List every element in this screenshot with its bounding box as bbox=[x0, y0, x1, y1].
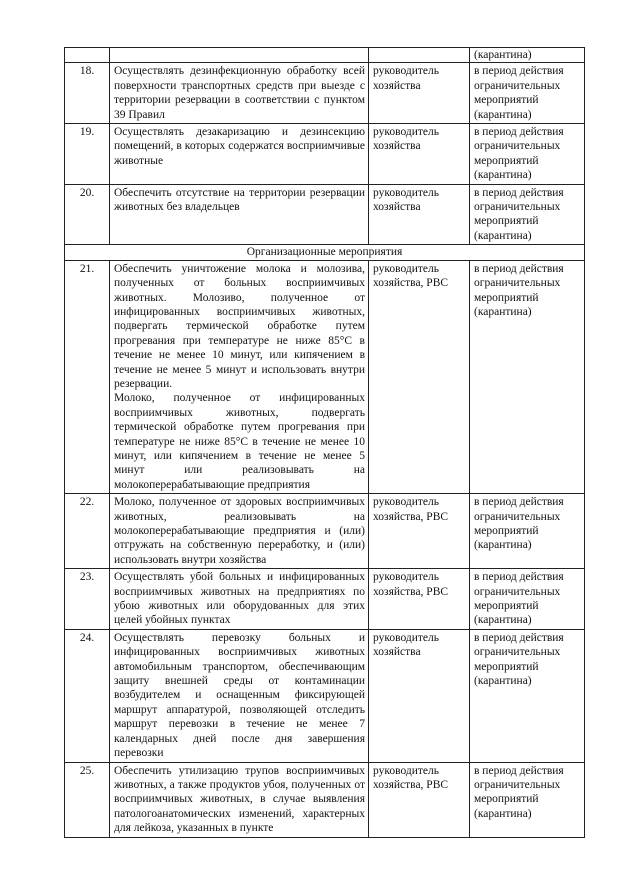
row-action-paragraph: Обеспечить уничтожение молока и молозива, полученных от больных восприимчивых животных. Молозиво, полученное от инфицированных восприимчивых животных, подвергать термической обработке путем прогревания при температуре не ниже 85°С в течение не менее 10 минут, или кипячением в течение не менее 5 минут и использовать внутри резервации. bbox=[114, 262, 365, 390]
row-action-paragraph: Молоко, полученное от инфицированных восприимчивых животных, подвергать термической обработке путем прогревания при температуре не ниже 85°С в течение не менее 10 минут, или кипячением в течение не менее 5 минут или реализовывать на молокоперерабатывающие предприятия bbox=[114, 392, 365, 491]
row-period: в период действия ограничительных мероприятий (карантина) bbox=[470, 260, 585, 494]
row-number bbox=[65, 48, 110, 63]
table-row bbox=[65, 762, 585, 837]
row-number: 20. bbox=[65, 184, 110, 245]
row-number: 19. bbox=[65, 124, 110, 185]
row-number: 24. bbox=[65, 629, 110, 762]
row-action: Осуществлять убой больных и инфицированных восприимчивых животных на предприятиях по убою животных или оборудованных для этих целей убойных пунктах bbox=[110, 569, 369, 630]
row-responsible: руководитель хозяйства, РВС bbox=[369, 569, 470, 630]
table-row bbox=[65, 184, 585, 245]
row-action: Обеспечить отсутствие на территории резервации животных без владельцев bbox=[110, 184, 369, 245]
row-action: Осуществлять перевозку больных и инфицированных восприимчивых животных автомобильным транспортом, обеспечивающим защиту внешней среды от контаминации возбудителем и оснащенным фиксирующей маршрут аппаратурой, позволяющей отследить маршрут перевозки в течение не менее 7 календарных дней после дня завершения перевозки bbox=[110, 629, 369, 762]
row-number: 25. bbox=[65, 762, 110, 837]
row-period: в период действия ограничительных мероприятий (карантина) bbox=[470, 629, 585, 762]
row-action: Осуществлять дезинфекционную обработку всей поверхности транспортных средств при выезде с территории резервации в соответствии с пунктом 39 Правил bbox=[110, 63, 369, 124]
row-number: 22. bbox=[65, 494, 110, 569]
row-period: в период действия ограничительных мероприятий (карантина) bbox=[470, 63, 585, 124]
row-period: в период действия ограничительных мероприятий (карантина) bbox=[470, 569, 585, 630]
row-period: (карантина) bbox=[470, 48, 585, 63]
row-responsible bbox=[369, 48, 470, 63]
row-responsible: руководитель хозяйства bbox=[369, 184, 470, 245]
table-row bbox=[65, 260, 585, 494]
table-row bbox=[65, 63, 585, 124]
row-period: в период действия ограничительных мероприятий (карантина) bbox=[470, 124, 585, 185]
row-period: в период действия ограничительных мероприятий (карантина) bbox=[470, 494, 585, 569]
row-action bbox=[110, 48, 369, 63]
measures-table bbox=[64, 47, 585, 838]
row-period: в период действия ограничительных мероприятий (карантина) bbox=[470, 184, 585, 245]
section-header: Организационные мероприятия bbox=[65, 245, 585, 260]
row-action: Осуществлять дезакаризацию и дезинсекцию помещений, в которых содержатся восприимчивые животные bbox=[110, 124, 369, 185]
row-action: Обеспечить утилизацию трупов восприимчивых животных, а также продуктов убоя, полученных от восприимчивых животных, в случае выявления патологоанатомических изменений, характерных для лейкоза, указанных в пункте bbox=[110, 762, 369, 837]
table-row bbox=[65, 494, 585, 569]
table-row bbox=[65, 629, 585, 762]
table-row bbox=[65, 48, 585, 63]
table-row bbox=[65, 569, 585, 630]
row-number: 21. bbox=[65, 260, 110, 494]
row-action: Молоко, полученное от здоровых восприимчивых животных, реализовывать на молокоперерабатывающие предприятия и (или) отгружать на собственную переработку, и (или) использовать внутри хозяйства bbox=[110, 494, 369, 569]
table-row bbox=[65, 124, 585, 185]
row-responsible: руководитель хозяйства bbox=[369, 629, 470, 762]
row-responsible: руководитель хозяйства bbox=[369, 124, 470, 185]
row-number: 23. bbox=[65, 569, 110, 630]
section-header-row bbox=[65, 245, 585, 260]
row-responsible: руководитель хозяйства, РВС bbox=[369, 260, 470, 494]
row-responsible: руководитель хозяйства, РВС bbox=[369, 494, 470, 569]
row-responsible: руководитель хозяйства, РВС bbox=[369, 762, 470, 837]
row-action bbox=[110, 260, 369, 494]
row-period: в период действия ограничительных мероприятий (карантина) bbox=[470, 762, 585, 837]
row-number: 18. bbox=[65, 63, 110, 124]
row-responsible: руководитель хозяйства bbox=[369, 63, 470, 124]
